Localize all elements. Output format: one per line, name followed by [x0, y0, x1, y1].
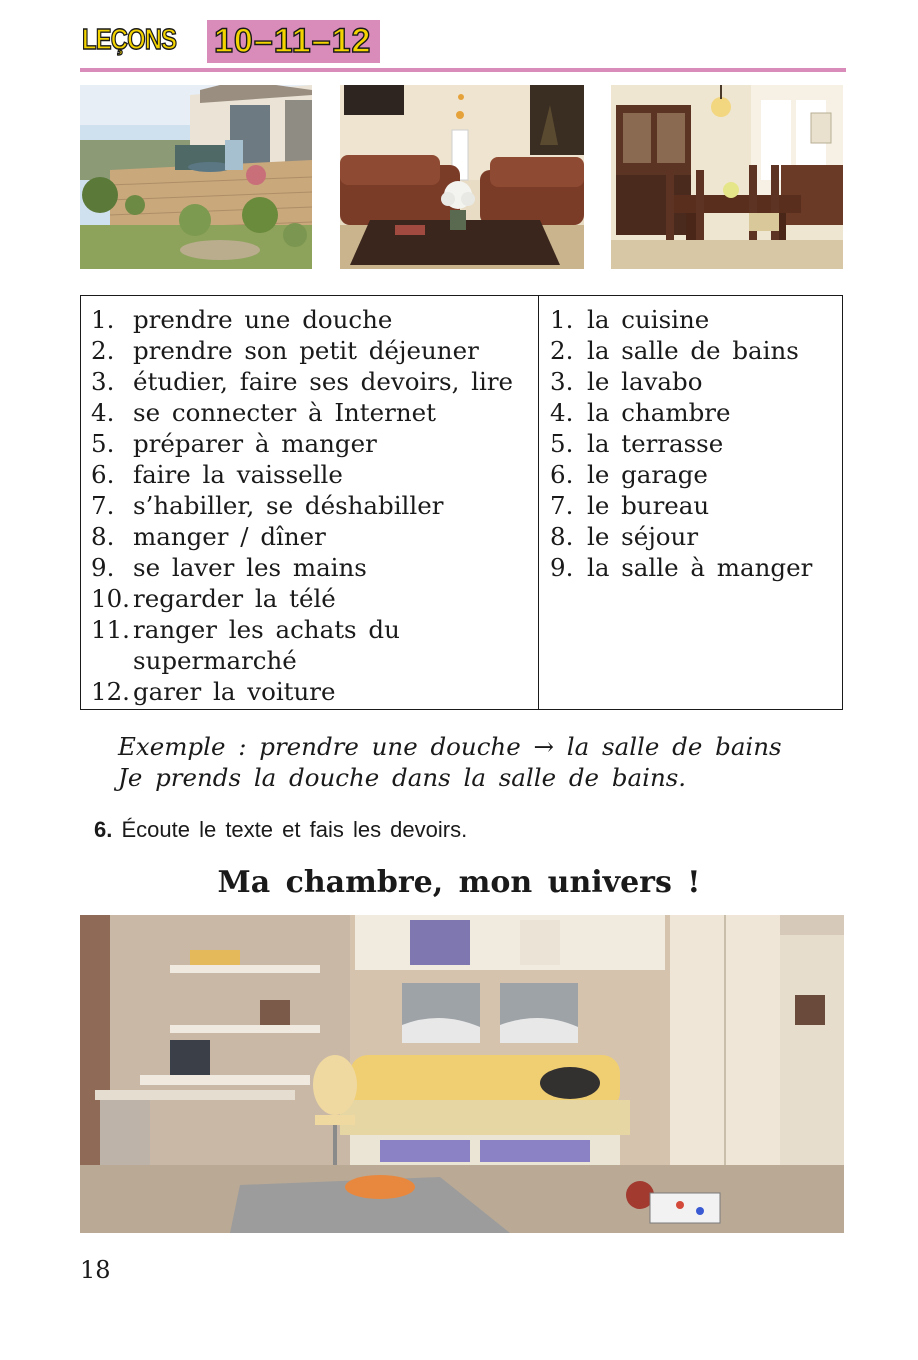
action-item: 1. prendre une douche: [91, 305, 393, 334]
example-line-1: Exemple : prendre une douche → la salle de bains: [118, 732, 782, 761]
action-item: 3. étudier, faire ses devoirs, lire: [91, 367, 514, 396]
table-column-divider: [538, 296, 539, 709]
room-item: 1. la cuisine: [550, 305, 710, 334]
action-item: 5. préparer à manger: [91, 429, 377, 458]
vocabulary-table: [80, 295, 843, 710]
room-item: 6. le garage: [550, 460, 708, 489]
action-item: 2. prendre son petit déjeuner: [91, 336, 479, 365]
bedroom-photo: [80, 915, 844, 1233]
page-number: 18: [80, 1256, 111, 1284]
dining-room-photo: [611, 85, 843, 269]
room-item: 3. le lavabo: [550, 367, 703, 396]
living-room-photo: [340, 85, 584, 269]
room-item: 7. le bureau: [550, 491, 710, 520]
action-item: 8. manger / dîner: [91, 522, 326, 551]
room-item: 5. la terrasse: [550, 429, 724, 458]
exercise-instruction: [94, 815, 467, 845]
example-block: [118, 731, 782, 793]
action-item: 9. se laver les mains: [91, 553, 367, 582]
section-title: Ma chambre, mon univers !: [217, 865, 701, 900]
header-divider: [80, 68, 846, 72]
exercise-text: Écoute le texte et fais les devoirs.: [121, 817, 468, 842]
action-item: 10. regarder la télé: [91, 584, 336, 613]
room-item: 4. la chambre: [550, 398, 731, 427]
actions-column: [91, 304, 531, 707]
room-item: 2. la salle de bains: [550, 336, 799, 365]
room-item: 8. le séjour: [550, 522, 699, 551]
action-item: 11. ranger les achats du: [91, 615, 400, 644]
rooms-column: [550, 304, 840, 583]
header-lesson-numbers: 10–11–12: [214, 22, 372, 60]
action-item: 7. s’habiller, se déshabiller: [91, 491, 444, 520]
terrace-garden-photo: [80, 85, 312, 269]
action-item-continuation: supermarché: [133, 646, 297, 675]
header-lessons-label: LEÇONS: [82, 24, 177, 56]
action-item: 6. faire la vaisselle: [91, 460, 343, 489]
room-item: 9. la salle à manger: [550, 553, 813, 582]
action-item: 4. se connecter à Internet: [91, 398, 436, 427]
example-line-2: Je prends la douche dans la salle de bains.: [118, 763, 687, 792]
action-item: 12. garer la voiture: [91, 677, 336, 706]
exercise-number: 6.: [94, 817, 113, 842]
